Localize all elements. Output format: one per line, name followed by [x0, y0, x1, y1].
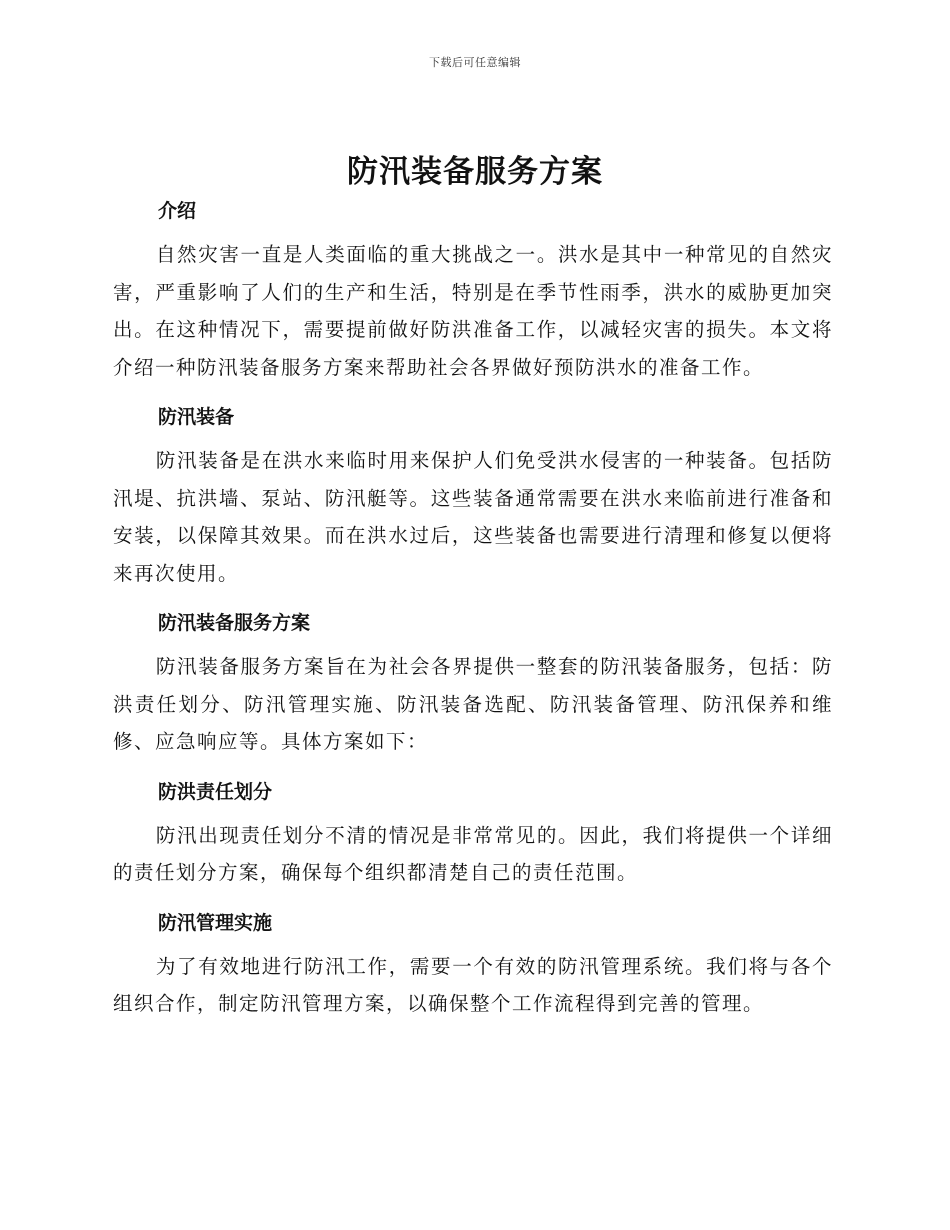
section-heading: 防汛装备服务方案	[158, 612, 311, 634]
section-paragraph: 防汛装备是在洪水来临时用来保护人们免受洪水侵害的一种装备。包括防汛堤、抗洪墙、泵站、防汛艇等。这些装备通常需要在洪水来临前进行准备和安装，以保障其效果。而在洪水过后，这些装备也需要进行清理和修复以便将来再次使用。	[113, 449, 833, 585]
section-equipment	[113, 402, 833, 608]
section-paragraph: 为了有效地进行防汛工作，需要一个有效的防汛管理系统。我们将与各个组织合作，制定防汛管理方案，以确保整个工作流程得到完善的管理。	[113, 954, 833, 1015]
document-title: 防汛装备服务方案	[347, 154, 603, 190]
section-paragraph: 防汛出现责任划分不清的情况是非常常见的。因此，我们将提供一个详细的责任划分方案，确保每个组织都清楚自己的责任范围。	[113, 823, 833, 884]
document-body	[113, 196, 833, 1023]
section-responsibility	[113, 777, 833, 908]
section-paragraph: 防汛装备服务方案旨在为社会各界提供一整套的防汛装备服务，包括：防洪责任划分、防汛管理实施、防汛装备选配、防汛装备管理、防汛保养和维修、应急响应等。具体方案如下：	[113, 655, 833, 753]
section-heading: 防洪责任划分	[158, 780, 273, 803]
section-intro	[113, 196, 833, 402]
section-heading: 防汛装备	[158, 406, 235, 428]
section-paragraph: 自然灾害一直是人类面临的重大挑战之一。洪水是其中一种常见的自然灾害，严重影响了人们的生产和生活，特别是在季节性雨季，洪水的威胁更加突出。在这种情况下，需要提前做好防洪准备工作，以减轻灾害的损失。本文将介绍一种防汛装备服务方案来帮助社会各界做好预防洪水的准备工作。	[113, 243, 833, 379]
section-heading: 防汛管理实施	[158, 911, 273, 934]
section-heading: 介绍	[158, 200, 197, 222]
section-management	[113, 908, 833, 1023]
header-note: 下载后可任意编辑	[429, 56, 521, 69]
section-service-plan	[113, 608, 833, 777]
